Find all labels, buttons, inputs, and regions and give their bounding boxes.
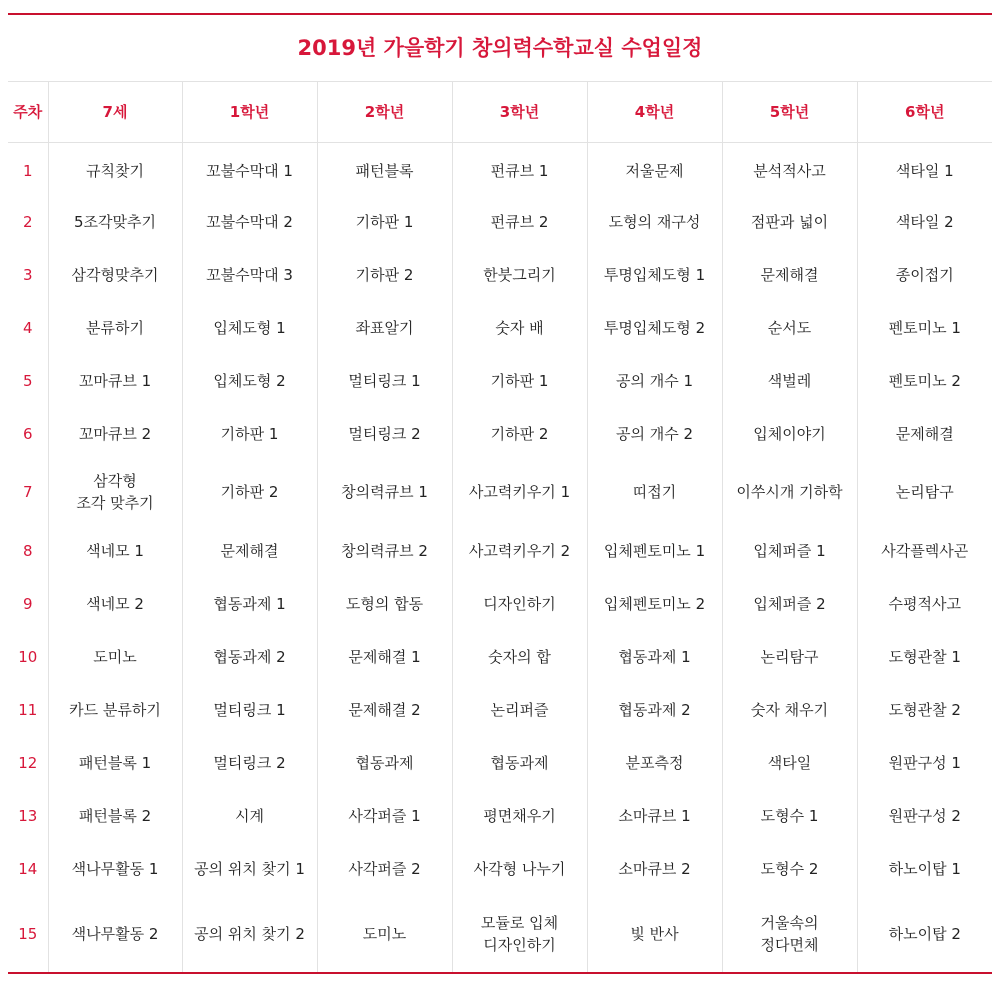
table-body [8, 142, 992, 972]
lesson-cell: 꼬불수막대 3 [182, 248, 317, 301]
table-row [8, 789, 992, 842]
lesson-cell: 소마큐브 2 [587, 842, 722, 895]
lesson-cell: 논리탐구 [722, 630, 857, 683]
lesson-cell: 도형수 2 [722, 842, 857, 895]
lesson-cell: 멀티링크 2 [182, 736, 317, 789]
lesson-cell: 색나무활동 1 [48, 842, 182, 895]
lesson-cell: 협동과제 [452, 736, 587, 789]
week-number: 5 [22, 371, 33, 390]
lesson-cell: 분류하기 [48, 301, 182, 354]
column-header-grade: 5학년 [722, 82, 857, 142]
week-number: 1 [22, 161, 33, 180]
week-number: 15 [18, 924, 38, 943]
lesson-cell: 삼각형맞추기 [48, 248, 182, 301]
header-row [8, 82, 992, 142]
lesson-cell: 도미노 [317, 895, 452, 972]
lesson-cell: 논리탐구 [857, 460, 992, 524]
lesson-cell: 기하판 2 [452, 407, 587, 460]
lesson-cell: 삼각형 조각 맞추기 [48, 460, 182, 524]
lesson-cell: 도형의 합동 [317, 577, 452, 630]
lesson-cell: 투명입체도형 1 [587, 248, 722, 301]
table-row [8, 524, 992, 577]
lesson-cell: 창의력큐브 2 [317, 524, 452, 577]
lesson-cell: 기하판 2 [317, 248, 452, 301]
lesson-cell: 문제해결 [182, 524, 317, 577]
lesson-cell: 사각형 나누기 [452, 842, 587, 895]
lesson-cell: 좌표알기 [317, 301, 452, 354]
lesson-cell: 사각퍼즐 1 [317, 789, 452, 842]
lesson-cell: 사각플렉사곤 [857, 524, 992, 577]
lesson-cell: 창의력큐브 1 [317, 460, 452, 524]
lesson-cell: 종이접기 [857, 248, 992, 301]
week-number: 7 [22, 483, 33, 501]
lesson-cell: 기하판 1 [182, 407, 317, 460]
lesson-cell: 입체이야기 [722, 407, 857, 460]
lesson-cell: 멀티링크 1 [182, 683, 317, 736]
column-header-grade: 6학년 [857, 82, 992, 142]
column-header-grade: 7세 [48, 82, 182, 142]
lesson-cell: 카드 분류하기 [48, 683, 182, 736]
table-row [8, 630, 992, 683]
table-row [8, 142, 992, 195]
table-row [8, 736, 992, 789]
column-header-grade: 4학년 [587, 82, 722, 142]
lesson-cell: 색타일 2 [857, 195, 992, 248]
table-row [8, 460, 992, 524]
lesson-cell: 입체도형 2 [182, 354, 317, 407]
table-row [8, 195, 992, 248]
lesson-cell: 문제해결 [722, 248, 857, 301]
lesson-cell: 도형관찰 2 [857, 683, 992, 736]
table-row [8, 683, 992, 736]
lesson-cell: 분석적사고 [722, 142, 857, 195]
lesson-cell: 원판구성 2 [857, 789, 992, 842]
lesson-cell: 입체퍼즐 1 [722, 524, 857, 577]
lesson-cell: 도형의 재구성 [587, 195, 722, 248]
lesson-cell: 디자인하기 [452, 577, 587, 630]
schedule-table [8, 82, 992, 972]
lesson-cell: 수평적사고 [857, 577, 992, 630]
lesson-cell: 한붓그리기 [452, 248, 587, 301]
lesson-cell: 문제해결 2 [317, 683, 452, 736]
lesson-cell: 입체퍼즐 2 [722, 577, 857, 630]
lesson-cell: 숫자 배 [452, 301, 587, 354]
lesson-cell: 공의 개수 2 [587, 407, 722, 460]
week-number: 11 [18, 700, 38, 719]
lesson-cell: 패턴블록 2 [48, 789, 182, 842]
lesson-cell: 이쑤시개 기하학 [722, 460, 857, 524]
bottom-rule [8, 972, 992, 974]
table-row [8, 407, 992, 460]
column-header-grade: 2학년 [317, 82, 452, 142]
lesson-cell: 협동과제 1 [587, 630, 722, 683]
table-row [8, 895, 992, 972]
lesson-cell: 사고력키우기 2 [452, 524, 587, 577]
lesson-cell: 입체펜토미노 2 [587, 577, 722, 630]
lesson-cell: 사고력키우기 1 [452, 460, 587, 524]
table-row [8, 354, 992, 407]
lesson-cell: 점판과 넓이 [722, 195, 857, 248]
table-row [8, 577, 992, 630]
lesson-cell: 색네모 1 [48, 524, 182, 577]
lesson-cell: 사각퍼즐 2 [317, 842, 452, 895]
lesson-cell: 꼬마큐브 1 [48, 354, 182, 407]
lesson-cell: 패턴블록 1 [48, 736, 182, 789]
lesson-cell: 도형관찰 1 [857, 630, 992, 683]
lesson-cell: 협동과제 2 [182, 630, 317, 683]
lesson-cell: 멀티링크 2 [317, 407, 452, 460]
table-header [8, 82, 992, 142]
lesson-cell: 문제해결 [857, 407, 992, 460]
week-number: 4 [22, 318, 33, 337]
lesson-cell: 하노이탑 2 [857, 895, 992, 972]
lesson-cell: 패턴블록 [317, 142, 452, 195]
lesson-cell: 협동과제 1 [182, 577, 317, 630]
lesson-cell: 입체도형 1 [182, 301, 317, 354]
lesson-cell: 협동과제 2 [587, 683, 722, 736]
column-header-grade: 3학년 [452, 82, 587, 142]
lesson-cell: 문제해결 1 [317, 630, 452, 683]
week-number: 3 [22, 265, 33, 284]
lesson-cell: 저울문제 [587, 142, 722, 195]
week-number: 8 [22, 541, 33, 560]
schedule-container [8, 13, 992, 974]
lesson-cell: 색나무활동 2 [48, 895, 182, 972]
lesson-cell: 펀큐브 2 [452, 195, 587, 248]
lesson-cell: 색네모 2 [48, 577, 182, 630]
lesson-cell: 색타일 [722, 736, 857, 789]
lesson-cell: 공의 위치 찾기 1 [182, 842, 317, 895]
table-row [8, 301, 992, 354]
column-header-grade: 1학년 [182, 82, 317, 142]
lesson-cell: 멀티링크 1 [317, 354, 452, 407]
table-row [8, 248, 992, 301]
week-number: 13 [18, 806, 38, 825]
lesson-cell: 공의 위치 찾기 2 [182, 895, 317, 972]
lesson-cell: 공의 개수 1 [587, 354, 722, 407]
lesson-cell: 소마큐브 1 [587, 789, 722, 842]
lesson-cell: 기하판 1 [452, 354, 587, 407]
week-number: 14 [18, 859, 38, 878]
lesson-cell: 펜토미노 1 [857, 301, 992, 354]
lesson-cell: 도미노 [48, 630, 182, 683]
table-row [8, 842, 992, 895]
lesson-cell: 꼬마큐브 2 [48, 407, 182, 460]
lesson-cell: 펜토미노 2 [857, 354, 992, 407]
lesson-cell: 거울속의 정다면체 [722, 895, 857, 972]
lesson-cell: 도형수 1 [722, 789, 857, 842]
week-number: 9 [22, 594, 33, 613]
week-number: 2 [22, 212, 33, 231]
column-header-week: 주차 [8, 82, 48, 142]
lesson-cell: 입체펜토미노 1 [587, 524, 722, 577]
lesson-cell: 색타일 1 [857, 142, 992, 195]
lesson-cell: 꼬불수막대 1 [182, 142, 317, 195]
page-title: 2019년 가을학기 창의력수학교실 수업일정 [8, 15, 992, 82]
week-number: 6 [22, 424, 33, 443]
lesson-cell: 투명입체도형 2 [587, 301, 722, 354]
lesson-cell: 5조각맞추기 [48, 195, 182, 248]
lesson-cell: 펀큐브 1 [452, 142, 587, 195]
lesson-cell: 협동과제 [317, 736, 452, 789]
lesson-cell: 기하판 2 [182, 460, 317, 524]
lesson-cell: 모듈로 입체 디자인하기 [452, 895, 587, 972]
lesson-cell: 순서도 [722, 301, 857, 354]
lesson-cell: 숫자 채우기 [722, 683, 857, 736]
lesson-cell: 기하판 1 [317, 195, 452, 248]
lesson-cell: 평면채우기 [452, 789, 587, 842]
lesson-cell: 숫자의 합 [452, 630, 587, 683]
week-number: 10 [18, 647, 38, 666]
lesson-cell: 규칙찾기 [48, 142, 182, 195]
lesson-cell: 띠접기 [587, 460, 722, 524]
lesson-cell: 빛 반사 [587, 895, 722, 972]
lesson-cell: 꼬불수막대 2 [182, 195, 317, 248]
lesson-cell: 논리퍼즐 [452, 683, 587, 736]
lesson-cell: 분포측정 [587, 736, 722, 789]
lesson-cell: 하노이탑 1 [857, 842, 992, 895]
lesson-cell: 색벌레 [722, 354, 857, 407]
week-number: 12 [18, 753, 38, 772]
lesson-cell: 원판구성 1 [857, 736, 992, 789]
lesson-cell: 시계 [182, 789, 317, 842]
